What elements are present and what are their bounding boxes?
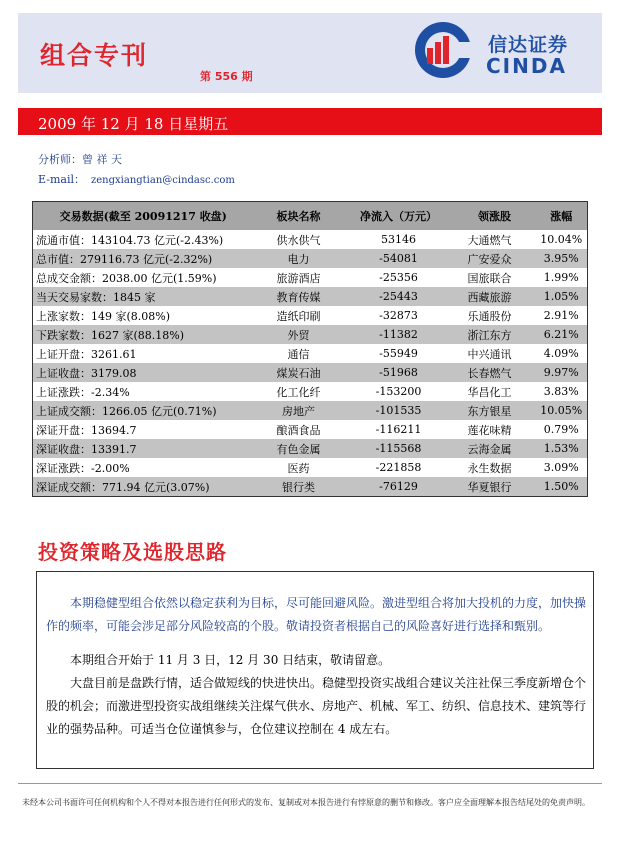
table-cell: -221858 bbox=[344, 458, 454, 477]
table-cell: 西藏旅游 bbox=[454, 287, 536, 306]
market-data-table bbox=[32, 201, 588, 497]
table-cell: 当天交易家数：1845 家 bbox=[33, 287, 254, 306]
table-cell: 广安爱众 bbox=[454, 249, 536, 268]
strategy-box bbox=[36, 571, 594, 769]
table-cell: 1.05% bbox=[536, 287, 588, 306]
table-row bbox=[33, 420, 588, 439]
table-row bbox=[33, 306, 588, 325]
col-header-net-inflow: 净流入（万元） bbox=[344, 202, 454, 231]
strategy-paragraph-2: 本期组合开始于 11 月 3 日，12 月 30 日结束，敬请留意。 bbox=[70, 653, 391, 667]
table-cell: 医药 bbox=[254, 458, 344, 477]
table-cell: 房地产 bbox=[254, 401, 344, 420]
table-cell: 2.91% bbox=[536, 306, 588, 325]
table-cell: -153200 bbox=[344, 382, 454, 401]
table-cell: 上涨家数：149 家(8.08%) bbox=[33, 306, 254, 325]
table-row bbox=[33, 477, 588, 497]
table-cell: 化工化纤 bbox=[254, 382, 344, 401]
table-cell: 1.99% bbox=[536, 268, 588, 287]
table-cell: 云海金属 bbox=[454, 439, 536, 458]
table-row bbox=[33, 382, 588, 401]
table-cell: -32873 bbox=[344, 306, 454, 325]
table-cell: 1.53% bbox=[536, 439, 588, 458]
table-cell: -25443 bbox=[344, 287, 454, 306]
table-cell: 0.79% bbox=[536, 420, 588, 439]
table-row bbox=[33, 249, 588, 268]
issue-number: 第 556 期 bbox=[200, 70, 253, 83]
table-cell: -51968 bbox=[344, 363, 454, 382]
table-cell: 华昌化工 bbox=[454, 382, 536, 401]
table-cell: 流通市值：143104.73 亿元(-2.43%) bbox=[33, 230, 254, 249]
table-cell: 煤炭石油 bbox=[254, 363, 344, 382]
table-row bbox=[33, 439, 588, 458]
table-cell: 3.95% bbox=[536, 249, 588, 268]
disclaimer: 未经本公司书面许可任何机构和个人不得对本报告进行任何形式的发布、复制或对本报告进行有悖原意的删节和修改。客户应全面理解本报告结尾处的免责声明。 bbox=[22, 798, 590, 807]
table-cell: 华夏银行 bbox=[454, 477, 536, 497]
table-cell: 供水供气 bbox=[254, 230, 344, 249]
table-cell: 中兴通讯 bbox=[454, 344, 536, 363]
col-header-leading-stock: 领涨股 bbox=[454, 202, 536, 231]
brand-name-en: CINDA bbox=[486, 54, 567, 78]
table-cell: 1.50% bbox=[536, 477, 588, 497]
table-cell: 长春燃气 bbox=[454, 363, 536, 382]
table-cell: -55949 bbox=[344, 344, 454, 363]
table-cell: 6.21% bbox=[536, 325, 588, 344]
table-cell: 旅游酒店 bbox=[254, 268, 344, 287]
table-cell: 永生数据 bbox=[454, 458, 536, 477]
table-cell: 上证成交额：1266.05 亿元(0.71%) bbox=[33, 401, 254, 420]
table-cell: 深证收盘：13391.7 bbox=[33, 439, 254, 458]
table-cell: 上证收盘：3179.08 bbox=[33, 363, 254, 382]
table-cell: 造纸印刷 bbox=[254, 306, 344, 325]
table-cell: 外贸 bbox=[254, 325, 344, 344]
brand-name: 信达证券 bbox=[488, 34, 569, 56]
table-cell: 酿酒食品 bbox=[254, 420, 344, 439]
table-cell: 4.09% bbox=[536, 344, 588, 363]
table-row bbox=[33, 287, 588, 306]
email-label: E-mail： bbox=[38, 173, 85, 186]
table-row bbox=[33, 268, 588, 287]
table-cell: -76129 bbox=[344, 477, 454, 497]
table-cell: 10.04% bbox=[536, 230, 588, 249]
col-header-sector: 板块名称 bbox=[254, 202, 344, 231]
table-cell: 53146 bbox=[344, 230, 454, 249]
table-cell: 深证涨跌：-2.00% bbox=[33, 458, 254, 477]
table-cell: 下跌家数：1627 家(88.18%) bbox=[33, 325, 254, 344]
table-cell: -116211 bbox=[344, 420, 454, 439]
table-row bbox=[33, 401, 588, 420]
table-row bbox=[33, 458, 588, 477]
table-cell: 东方银星 bbox=[454, 401, 536, 420]
table-row bbox=[33, 363, 588, 382]
table-cell: 国旅联合 bbox=[454, 268, 536, 287]
table-cell: -54081 bbox=[344, 249, 454, 268]
table-cell: 教育传媒 bbox=[254, 287, 344, 306]
table-cell: -25356 bbox=[344, 268, 454, 287]
table-cell: 上证涨跌：-2.34% bbox=[33, 382, 254, 401]
strategy-title: 投资策略及选股思路 bbox=[38, 540, 227, 564]
col-header-gain: 涨幅 bbox=[536, 202, 588, 231]
table-cell: 有色金属 bbox=[254, 439, 344, 458]
table-cell: 3.09% bbox=[536, 458, 588, 477]
email-address[interactable]: zengxiangtian@cindasc.com bbox=[90, 175, 235, 186]
table-cell: 总成交金额：2038.00 亿元(1.59%) bbox=[33, 268, 254, 287]
table-cell: 浙江东方 bbox=[454, 325, 536, 344]
table-cell: 3.83% bbox=[536, 382, 588, 401]
table-cell: 深证成交额：771.94 亿元(3.07%) bbox=[33, 477, 254, 497]
table-cell: 10.05% bbox=[536, 401, 588, 420]
table-cell: -115568 bbox=[344, 439, 454, 458]
table-cell: 银行类 bbox=[254, 477, 344, 497]
table-cell: -101535 bbox=[344, 401, 454, 420]
footer-divider bbox=[18, 783, 602, 784]
table-cell: 总市值：279116.73 亿元(-2.32%) bbox=[33, 249, 254, 268]
table-row bbox=[33, 230, 588, 249]
table-cell: 大通燃气 bbox=[454, 230, 536, 249]
date-bar bbox=[18, 108, 602, 135]
email-line bbox=[38, 171, 235, 187]
report-date: 2009 年 12 月 18 日星期五 bbox=[38, 115, 229, 133]
table-header-row bbox=[33, 202, 588, 231]
page-title: 组合专刊 bbox=[40, 41, 149, 70]
table-cell: 9.97% bbox=[536, 363, 588, 382]
strategy-paragraph-1: 本期稳健型组合依然以稳定获利为目标，尽可能回避风险。激进型组合将加大投机的力度，加快操作的频率，可能会涉足部分风险较高的个股。敬请投资者根据自己的风险喜好进行选择和甄别。 bbox=[46, 596, 587, 633]
table-cell: 上证开盘：3261.61 bbox=[33, 344, 254, 363]
strategy-paragraph-3: 大盘目前是盘跌行情，适合做短线的快进快出。稳健型投资实战组合建议关注社保三季度新增仓个股的机会；而激进型投资实战组继续关注煤气供水、房地产、机械、军工、纺织、信息技术、建筑等行业的强势品种。可适当仓位谨慎参与，仓位建议控制在 4 成左右。 bbox=[46, 676, 587, 736]
table-cell: 莲花味精 bbox=[454, 420, 536, 439]
col-header-trade-data: 交易数据(截至 20091217 收盘) bbox=[33, 202, 254, 231]
table-row bbox=[33, 344, 588, 363]
table-cell: 电力 bbox=[254, 249, 344, 268]
table-cell: 通信 bbox=[254, 344, 344, 363]
table-cell: 深证开盘：13694.7 bbox=[33, 420, 254, 439]
table-cell: 乐通股份 bbox=[454, 306, 536, 325]
table-cell: -11382 bbox=[344, 325, 454, 344]
table-row bbox=[33, 325, 588, 344]
analyst: 分析师：曾 祥 天 bbox=[38, 153, 122, 166]
